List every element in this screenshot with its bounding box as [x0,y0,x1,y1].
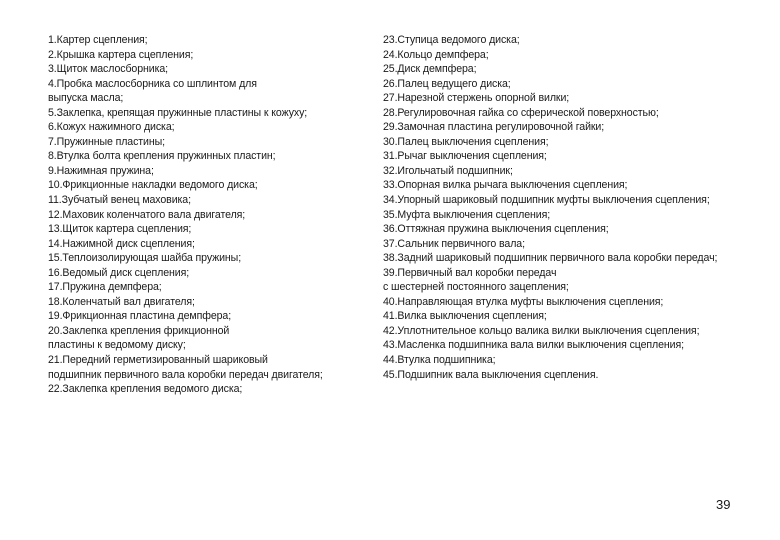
list-item: 22.Заклепка крепления ведомого диска; [48,383,243,396]
list-item: 19.Фрикционная пластина демпфера; [48,310,232,323]
list-item: 21.Передний герметизированный шариковый [48,354,268,367]
list-item: 14.Нажимной диск сцепления; [48,237,195,250]
list-item: 17.Пружина демпфера; [48,281,162,294]
list-item: выпуска масла; [48,92,124,105]
list-item: 16.Ведомый диск сцепления; [48,266,190,279]
list-item: 1.Картер сцепления; [48,34,148,46]
list-item: 26.Палец ведущего диска; [383,77,511,90]
list-item: пластины к ведомому диску; [48,339,186,352]
list-item: 7.Пружинные пластины; [48,135,165,148]
parts-list-right [383,33,778,382]
list-item: 27.Нарезной стержень опорной вилки; [383,92,570,105]
list-item: 25.Диск демпфера; [383,63,477,76]
list-item: 30.Палец выключения сцепления; [383,135,549,148]
list-item: 2.Крышка картера сцепления; [48,48,194,61]
list-item: 8.Втулка болта крепления пружинных пластин; [48,150,276,163]
list-item: 45.Подшипник вала выключения сцепления. [383,368,599,381]
list-item: 18.Коленчатый вал двигателя; [48,295,195,308]
list-item: 12.Маховик коленчатого вала двигателя; [48,208,246,221]
list-item: 29.Замочная пластина регулировочной гайки; [383,121,605,134]
parts-list-left [48,33,378,397]
list-item: 36.Оттяжная пружина выключения сцепления; [383,223,609,236]
list-item: 5.Заклепка, крепящая пружинные пластины к кожуху; [48,106,308,119]
list-item: 13.Щиток картера сцепления; [48,223,192,236]
list-item: 41.Вилка выключения сцепления; [383,310,547,323]
list-item: 33.Опорная вилка рычага выключения сцепления; [383,179,628,192]
list-item: 31.Рычаг выключения сцепления; [383,150,547,163]
list-item: 24.Кольцо демпфера; [383,48,489,61]
list-item: подшипник первичного вала коробки передач двигателя; [48,368,323,381]
list-item: 44.Втулка подшипника; [383,354,496,367]
list-item: 35.Муфта выключения сцепления; [383,208,551,221]
list-item: 43.Масленка подшипника вала вилки выключения сцепления; [383,339,684,352]
list-item: 20.Заклепка крепления фрикционной [48,324,230,337]
list-item: 28.Регулировочная гайка со сферической поверхностью; [383,106,659,119]
list-item: 6.Кожух нажимного диска; [48,121,175,134]
list-item: 32.Игольчатый подшипник; [383,164,513,177]
list-item: 38.Задний шариковый подшипник первичного вала коробки передач; [383,252,718,265]
list-item: 37.Сальник первичного вала; [383,237,525,250]
list-item: 34.Упорный шариковый подшипник муфты выключения сцепления; [383,194,710,207]
list-item: 4.Пробка маслосборника со шплинтом для [48,77,257,90]
list-item: 15.Теплоизолирующая шайба пружины; [48,252,242,265]
list-item: 3.Щиток маслосборника; [48,63,168,76]
list-item: 11.Зубчатый венец маховика; [48,194,191,207]
list-item: 39.Первичный вал коробки передач [383,266,557,279]
list-item: 10.Фрикционные накладки ведомого диска; [48,179,258,192]
list-item: 9.Нажимная пружина; [48,164,154,177]
list-item: 40.Направляющая втулка муфты выключения сцепления; [383,295,664,308]
list-item: 42.Уплотнительное кольцо валика вилки выключения сцепления; [383,324,700,337]
list-item: с шестерней постоянного зацепления; [383,281,569,294]
list-item: 23.Ступица ведомого диска; [383,34,520,46]
page-number: 39 [716,497,731,512]
